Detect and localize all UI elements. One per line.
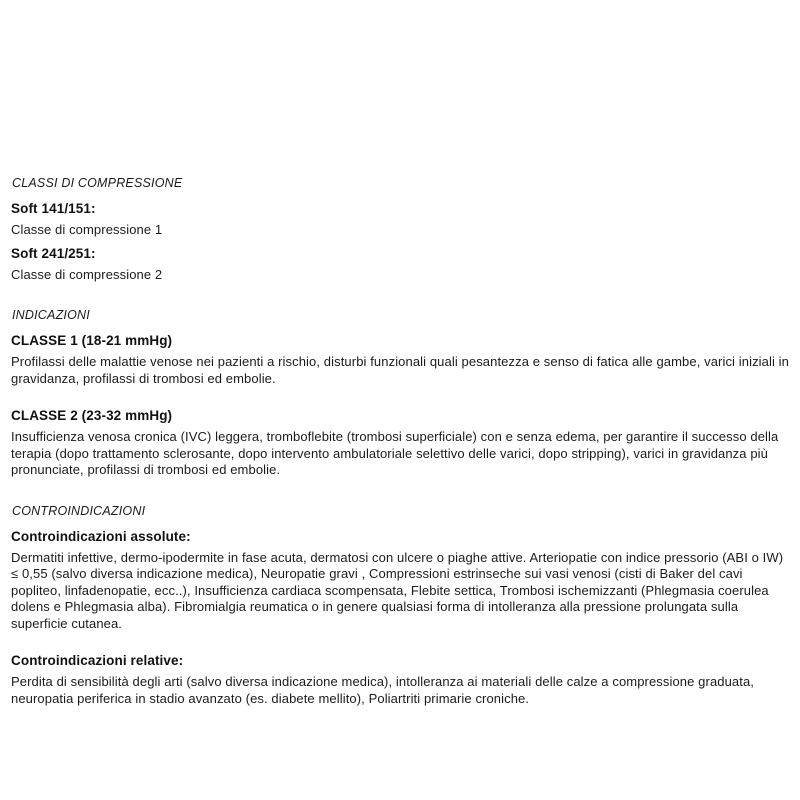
absolute-contraindications-heading: Controindicazioni assolute: xyxy=(11,528,191,544)
class-1-description: Profilassi delle malattie venose nei pazienti a rischio, disturbi funzionali quali pesantezza e senso di fatica alle gambe, varici iniziali in gravidanza, profilassi di trombosi ed embolie. xyxy=(11,354,789,386)
variant-label-soft-241-251: Soft 241/251: xyxy=(11,245,96,261)
variant-value-class-2: Classe di compressione 2 xyxy=(11,266,163,282)
section-heading-contraindications: CONTROINDICAZIONI xyxy=(12,503,146,518)
relative-contraindications-heading: Controindicazioni relative: xyxy=(11,653,184,668)
variant-label-soft-141-151: Soft 141/151: xyxy=(11,201,96,216)
class-1-heading: CLASSE 1 (18-21 mmHg) xyxy=(11,333,173,348)
variant-value-class-1: Classe di compressione 1 xyxy=(11,222,163,237)
section-heading-compression-classes: CLASSI DI COMPRESSIONE xyxy=(12,176,183,190)
section-indications xyxy=(11,308,790,479)
class-2-description: Insufficienza venosa cronica (IVC) leggera, tromboflebite (trombosi superficiale) con e senza edema, per garantire il successo della terapia (dopo trattamento sclerosante, dopo intervento ambulatoriale selettivo delle varici, dopo stripping), varici in gravidanza più pronunciate, profilassi di trombosi ed embolie. xyxy=(11,429,779,477)
section-contraindications xyxy=(11,504,790,708)
section-heading-indications: INDICAZIONI xyxy=(12,308,90,322)
relative-contraindications-description: Perdita di sensibilità degli arti (salvo diversa indicazione medica), intolleranza ai materiali delle calze a compressione graduata, neuropatia periferica in stadio avanzato (es. diabete mellito), Poliartriti primarie croniche. xyxy=(11,674,755,706)
section-compression-classes xyxy=(11,176,790,283)
class-2-heading: CLASSE 2 (23-32 mmHg) xyxy=(11,408,173,423)
absolute-contraindications-description: Dermatiti infettive, dermo-ipodermite in fase acuta, dermatosi con ulcere o piaghe attive. Arteriopatie con indice pressorio (ABI o IW) ≤ 0,55 (salvo diversa indicazione medica), Neuropatie gravi , Compressioni estrinseche sui vasi venosi (cisti di Baker del cavi popliteo, linfadenopatie, ecc..), Insufficienza cardiaca scompensata, Flebite settica, Trombosi ischemizzanti (Phlegmasia coerulea dolens e Phlegmasia alba). Fibromialgia reumatica o in genere qualsiasi forma di intolleranza alla pressione prolungata sulla superficie cutanea. xyxy=(11,549,784,631)
